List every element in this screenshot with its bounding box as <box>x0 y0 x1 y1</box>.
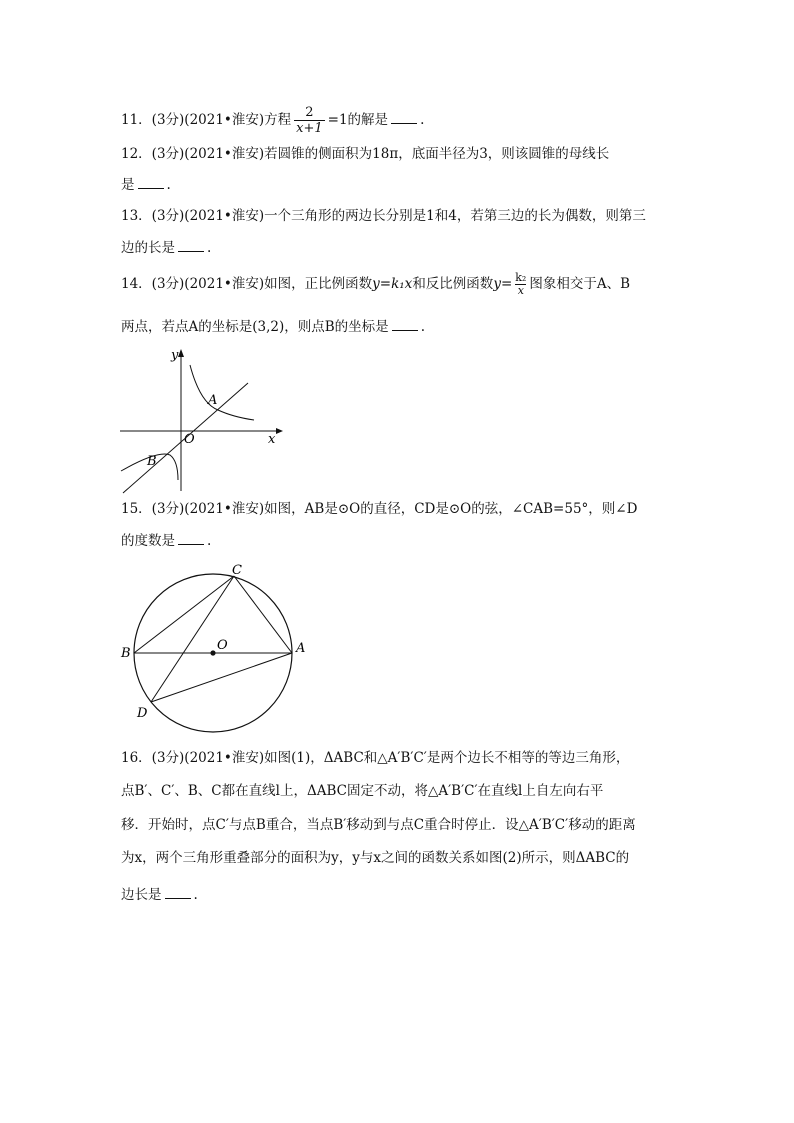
q14-prefix: 14．(3分)(2021•淮安)如图，正比例函数 <box>121 276 373 292</box>
q12-end: . <box>166 177 171 193</box>
y-axis-arrow <box>178 349 184 357</box>
q14-end: . <box>420 319 425 335</box>
question-16-line-3: 移．开始时，点C′与点B重合，当点B′移动到与点C重合时停止．设△A′B′C′移动的距离 <box>121 817 636 833</box>
question-16-line-4: 为x，两个三角形重叠部分的面积为y，y与x之间的函数关系如图(2)所示，则ΔABC的 <box>121 850 630 866</box>
q11-prefix: 11．(3分)(2021•淮安)方程 <box>121 112 292 128</box>
q14-fraction <box>515 272 526 297</box>
q12-line2: 是 <box>121 177 135 193</box>
answer-blank[interactable] <box>178 533 204 545</box>
q14-after: 图象相交于A、B <box>529 276 631 292</box>
question-14-line-1 <box>121 272 630 297</box>
point-b-label: B <box>147 454 157 469</box>
q14-mid: 和反比例函数 <box>412 276 494 292</box>
q11-end: . <box>420 112 425 128</box>
q11-after: =1的解是 <box>327 112 389 128</box>
question-16-line-1: 16．(3分)(2021•淮安)如图(1)，ΔABC和△A′B′C′是两个边长不相等的等边三角形， <box>121 750 630 766</box>
question-13-line-1: 13．(3分)(2021•淮安)一个三角形的两边长分别是1和4，若第三边的长为偶数，则第三 <box>121 208 646 224</box>
segment-ad <box>151 653 292 702</box>
question-13-line-2 <box>121 239 211 257</box>
answer-blank[interactable] <box>178 240 204 252</box>
x-axis-arrow <box>276 428 283 434</box>
question-15-line-1: 15．(3分)(2021•淮安)如图，AB是⊙O的直径，CD是⊙O的弦，∠CAB=55°，则∠D <box>121 501 638 517</box>
y-axis-label: y <box>171 348 179 363</box>
answer-blank[interactable] <box>392 319 418 331</box>
figure-15-circle <box>118 560 318 730</box>
q15-end: . <box>207 533 212 549</box>
point-d-label: D <box>137 706 148 721</box>
q14-numerator: k₂ <box>515 271 527 284</box>
segment-ac <box>234 576 292 653</box>
point-a-label: A <box>296 641 306 656</box>
question-14-line-2 <box>121 318 425 336</box>
answer-blank[interactable] <box>391 112 417 124</box>
center-point <box>210 650 215 655</box>
question-16-line-5 <box>121 886 198 904</box>
answer-blank[interactable] <box>165 887 191 899</box>
q16-line5: 边长是 <box>121 887 162 903</box>
question-12-line-2 <box>121 176 171 194</box>
question-15-line-2 <box>121 532 211 550</box>
q11-denominator: x+1 <box>296 121 323 136</box>
point-b-label: B <box>121 646 131 661</box>
q14-line2: 两点，若点A的坐标是(3,2)，则点B的坐标是 <box>121 319 389 335</box>
q13-end: . <box>207 240 212 256</box>
origin-label: O <box>184 432 195 447</box>
q14-formula-1: y=k₁x <box>372 276 413 292</box>
q14-denominator: x <box>515 284 526 297</box>
x-axis-label: x <box>268 432 276 447</box>
q13-line2: 边的长是 <box>121 240 175 256</box>
point-o-label: O <box>217 638 228 653</box>
q14-formula-2-lhs: y= <box>493 276 513 292</box>
figure-14-graph <box>118 345 288 495</box>
q15-line2: 的度数是 <box>121 533 175 549</box>
point-a-label: A <box>208 393 218 408</box>
question-16-line-2: 点B′、C′、B、C都在直线l上，ΔABC固定不动，将△A′B′C′在直线l上自左向右平 <box>121 783 604 799</box>
answer-blank[interactable] <box>138 177 164 189</box>
proportional-line <box>123 383 248 493</box>
question-12-line-1: 12．(3分)(2021•淮安)若圆锥的侧面积为18π，底面半径为3，则该圆锥的母线长 <box>121 146 610 162</box>
q11-fraction <box>294 105 325 136</box>
q16-end: . <box>193 887 198 903</box>
q11-numerator: 2 <box>305 105 314 120</box>
hyperbola-upper-branch <box>190 365 254 420</box>
point-c-label: C <box>232 563 242 578</box>
question-11 <box>121 105 424 136</box>
